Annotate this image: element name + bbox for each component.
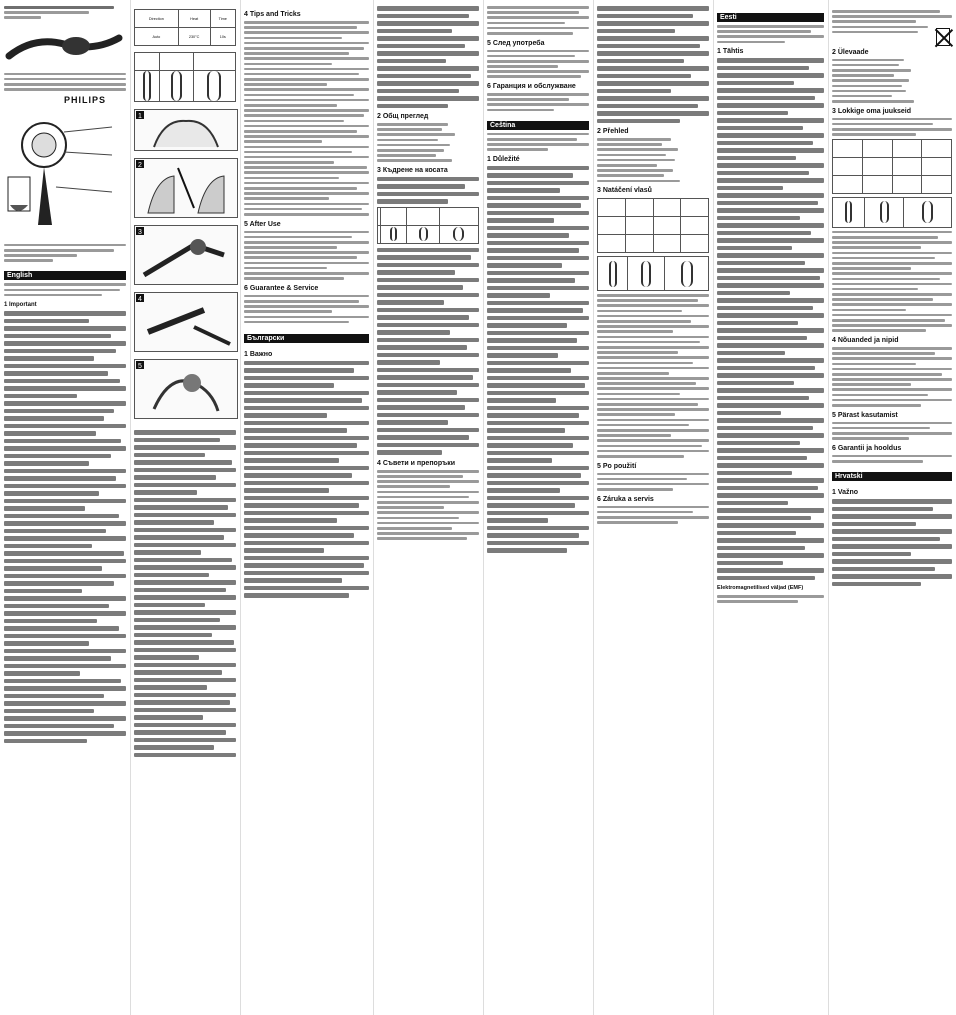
curl-medium-icon [641, 261, 651, 287]
guarantee-body [244, 295, 369, 324]
bg-section-curl: 3 Къдрене на косата [377, 166, 448, 174]
bg-overview-list [377, 123, 479, 162]
hr-section-important: 1 Važno [832, 489, 859, 497]
ee-tips-body [832, 347, 952, 407]
ee-col8-top [832, 10, 952, 23]
step-2-illustration [134, 158, 238, 218]
column-3 [240, 0, 373, 1015]
ee-guarantee-body [832, 455, 952, 463]
bg-important-body [244, 361, 369, 598]
ee-section-after-use: 5 Pärast kasutamist [832, 411, 898, 419]
language-header-czech: Čeština [487, 121, 589, 130]
hr-important-body [832, 499, 952, 586]
ee-section-tips: 4 Nõuanded ja nipid [832, 336, 899, 344]
bg-section-tips: 4 Съвети и препоръки [377, 459, 456, 467]
step-3-illustration [134, 225, 238, 285]
section-after-use: 5 After Use [244, 220, 281, 228]
step-5-illustration [134, 359, 238, 419]
cz-guarantee-body [597, 506, 709, 524]
settings-table [134, 9, 236, 46]
intro-text [4, 283, 126, 296]
ee-curl-steps [832, 231, 952, 332]
column-5 [483, 0, 593, 1015]
svg-text:3: 3 [138, 229, 142, 236]
ee-section-overview: 2 Ülevaade [832, 48, 869, 56]
table-header: Heat [178, 10, 210, 28]
cz-section-guarantee: 6 Záruka a servis [597, 495, 654, 503]
curl-loose-icon [143, 71, 151, 101]
bg-curl-body [377, 177, 479, 204]
bg-section-overview: 2 Общ преглед [377, 113, 429, 120]
table-cell: Auto [135, 28, 179, 46]
cz-section-overview: 2 Přehled [597, 128, 629, 135]
section-tips: 4 Tips and Tricks [244, 11, 301, 18]
language-header-croatian: Hrvatski [832, 472, 952, 481]
cz-section-important: 1 Důležité [487, 155, 520, 163]
curl-tight-icon [207, 71, 221, 101]
bg-col5-top [487, 6, 589, 35]
brand-logo: PHILIPS [64, 94, 107, 105]
curl-loose-icon [390, 227, 397, 241]
curl-tight-icon [922, 201, 933, 223]
curl-medium-icon [419, 227, 428, 241]
cz-intro [487, 133, 589, 151]
section-important: 1 Important [4, 302, 37, 309]
ee-emf-body [717, 595, 824, 603]
cz-col6-top [597, 6, 709, 123]
cz-curl-steps [597, 294, 709, 457]
bg-section-after-use: 5 След употреба [487, 39, 545, 47]
curl-tight-icon [453, 227, 464, 241]
bg-curl-table [377, 207, 479, 244]
svg-text:1: 1 [138, 113, 142, 120]
cz-after-use-body [597, 473, 709, 491]
cz-section-after-use: 5 Po použití [597, 462, 637, 470]
cz-overview-list [597, 138, 709, 182]
column-4 [373, 0, 483, 1015]
device-parts-diagram [4, 107, 124, 237]
svg-text:2: 2 [138, 162, 142, 169]
cz-section-curl: 3 Natáčení vlasů [597, 187, 652, 195]
bg-col4-body [377, 248, 479, 455]
curl-medium-icon [880, 201, 889, 223]
column-1 [0, 0, 130, 1015]
table-header: Time [210, 10, 235, 28]
bg-section-guarantee: 6 Гаранция и обслужване [487, 83, 576, 91]
bg-tips-body [377, 470, 479, 540]
language-header-bulgarian: Български [244, 334, 369, 343]
column-7 [713, 0, 828, 1015]
curl-types-table [134, 52, 236, 102]
bg-guarantee-body [487, 93, 589, 111]
cz-curl-table [597, 256, 709, 291]
language-index-table [4, 73, 126, 91]
ee-settings-table [832, 139, 952, 194]
after-use-body [244, 231, 369, 280]
language-header-english: English [4, 271, 126, 280]
ee-intro [717, 25, 824, 43]
recycle-bin-icon [936, 28, 950, 46]
header-lines [4, 6, 126, 19]
ee-curl-table [832, 197, 952, 228]
curl-loose-icon [845, 201, 852, 223]
ee-section-guarantee: 6 Garantii ja hooldus [832, 444, 902, 452]
bg-after-use-body [487, 50, 589, 79]
cz-important-body [487, 166, 589, 553]
table-cell: 10s [210, 28, 235, 46]
curler-device-illustration [4, 26, 124, 66]
column-2-illustrations [130, 0, 240, 1015]
column-8 [828, 0, 956, 1015]
bg-col4-top [377, 6, 479, 108]
ee-curl-body [832, 118, 952, 136]
tips-body [244, 21, 369, 216]
column-6 [593, 0, 713, 1015]
language-header-estonian: Eesti [717, 13, 824, 22]
ee-important-body [717, 58, 824, 580]
column-2-body [134, 430, 236, 757]
step-1-illustration [134, 109, 238, 151]
svg-text:4: 4 [138, 296, 142, 303]
ee-section-curl: 3 Lokkige oma juukseid [832, 107, 911, 115]
section-guarantee: 6 Guarantee & Service [244, 284, 319, 292]
curl-loose-icon [609, 261, 617, 287]
curl-tight-icon [681, 261, 693, 287]
curl-medium-icon [171, 71, 182, 101]
table-cell: 230°C [178, 28, 210, 46]
ee-overview-list [832, 59, 952, 103]
notice-lines [4, 244, 126, 262]
ee-section-important: 1 Tähtis [717, 48, 744, 56]
important-body [4, 311, 126, 743]
bg-section-important: 1 Важно [244, 350, 273, 358]
step-4-illustration [134, 292, 238, 352]
ee-section-emf: Elektromagnetilised väljad (EMF) [717, 585, 804, 592]
ee-after-use-body [832, 422, 952, 440]
cz-settings-table [597, 198, 709, 253]
table-header: Direction [135, 10, 179, 28]
svg-text:5: 5 [138, 363, 142, 370]
